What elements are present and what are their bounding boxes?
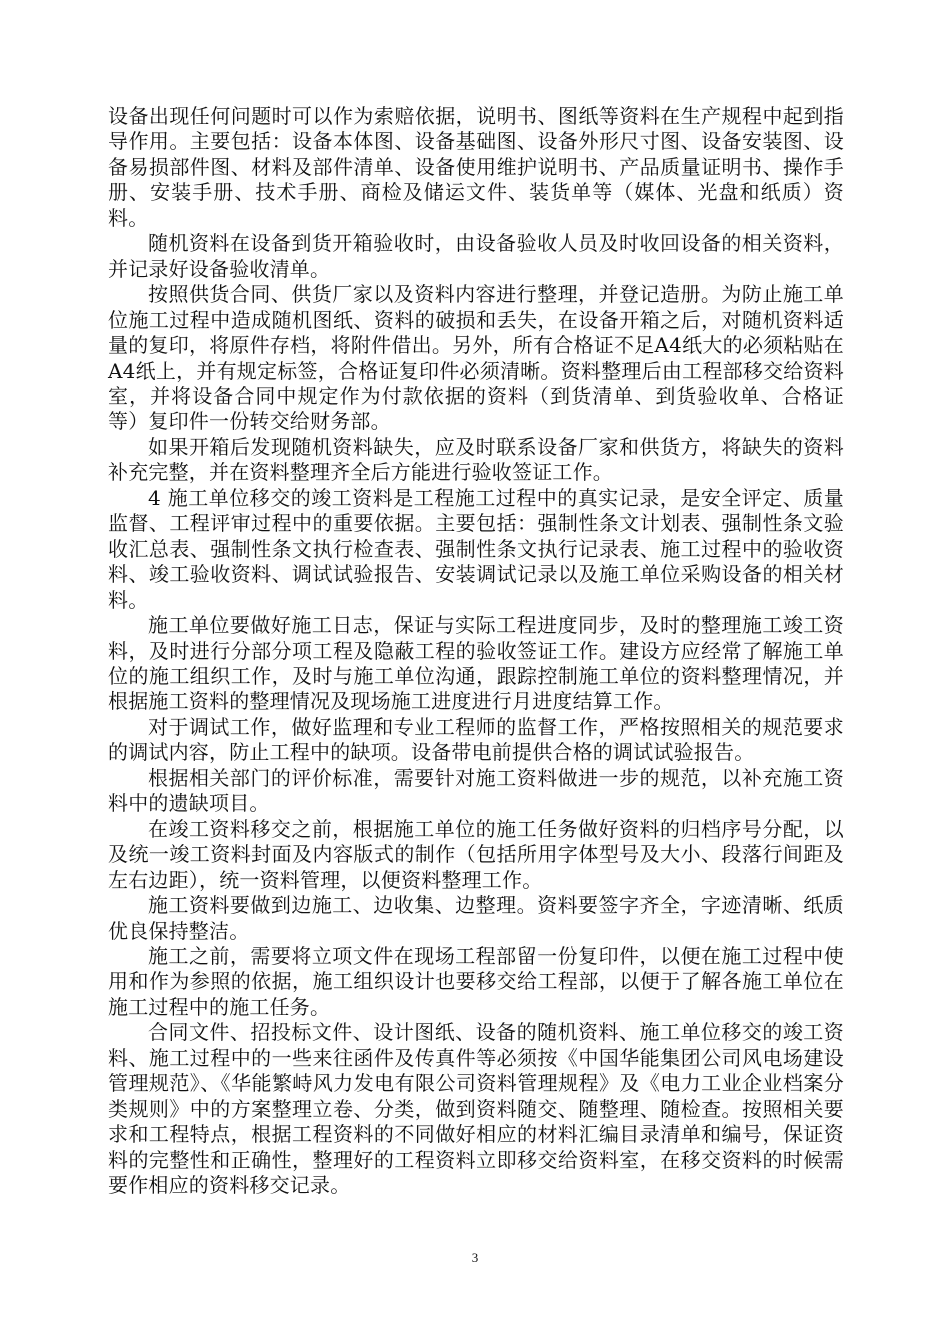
paragraph: 施工之前，需要将立项文件在现场工程部留一份复印件，以便在施工过程中使用和作为参照的依据，施工组织设计也要移交给工程部，以便于了解各施工单位在施工过程中的施工任务。 bbox=[108, 943, 844, 1019]
paragraph-continuation: 设备出现任何问题时可以作为索赔依据，说明书、图纸等资料在生产规程中起到指导作用。主要包括：设备本体图、设备基础图、设备外形尺寸图、设备安装图、设备易损部件图、材料及部件清单、设备使用维护说明书、产品质量证明书、操作手册、安装手册、技术手册、商检及储运文件、装货单等（媒体、光盘和纸质）资料。 bbox=[108, 104, 844, 230]
paragraph: 在竣工资料移交之前，根据施工单位的施工任务做好资料的归档序号分配，以及统一竣工资料封面及内容版式的制作（包括所用字体型号及大小、段落行间距及左右边距），统一资料管理，以便资料整理工作。 bbox=[108, 816, 844, 892]
paragraph: 如果开箱后发现随机资料缺失，应及时联系设备厂家和供货方，将缺失的资料补充完整，并在资料整理齐全后方能进行验收签证工作。 bbox=[108, 434, 844, 485]
paragraph: 对于调试工作，做好监理和专业工程师的监督工作，严格按照相关的规范要求的调试内容，防止工程中的缺项。设备带电前提供合格的调试试验报告。 bbox=[108, 714, 844, 765]
document-body bbox=[108, 104, 844, 1198]
paragraph: 施工单位要做好施工日志，保证与实际工程进度同步，及时的整理施工竣工资料，及时进行分部分项工程及隐蔽工程的验收签证工作。建设方应经常了解施工单位的施工组织工作，及时与施工单位沟通，跟踪控制施工单位的资料整理情况，并根据施工资料的整理情况及现场施工进度进行月进度结算工作。 bbox=[108, 613, 844, 714]
paragraph: 按照供货合同、供货厂家以及资料内容进行整理，并登记造册。为防止施工单位施工过程中造成随机图纸、资料的破损和丢失，在设备开箱之后，对随机资料适量的复印，将原件存档，将附件借出。另外，所有合格证不足A4纸大的必须粘贴在A4纸上，并有规定标签，合格证复印件必须清晰。资料整理后由工程部移交给资料室，并将设备合同中规定作为付款依据的资料（到货清单、到货验收单、合格证等）复印件一份转交给财务部。 bbox=[108, 282, 844, 434]
paragraph: 随机资料在设备到货开箱验收时，由设备验收人员及时收回设备的相关资料，并记录好设备验收清单。 bbox=[108, 231, 844, 281]
paragraph-section-4: 4 施工单位移交的竣工资料是工程施工过程中的真实记录，是安全评定、质量监督、工程评审过程中的重要依据。主要包括：强制性条文计划表、强制性条文验收汇总表、强制性条文执行检查表、强制性条文执行记录表、施工过程中的验收资料、竣工验收资料、调试试验报告、安装调试记录以及施工单位采购设备的相关材料。 bbox=[108, 485, 844, 612]
paragraph: 施工资料要做到边施工、边收集、边整理。资料要签字齐全，字迹清晰、纸质优良保持整洁。 bbox=[108, 893, 844, 943]
paragraph: 合同文件、招投标文件、设计图纸、设备的随机资料、施工单位移交的竣工资料、施工过程中的一些来往函件及传真件等必须按《中国华能集团公司风电场建设管理规范》、《华能繁峙风力发电有限公司资料管理规程》及《电力工业企业档案分类规则》中的方案整理立卷、分类，做到资料随交、随整理、随检查。按照相关要求和工程特点，根据工程资料的不同做好相应的材料汇编目录清单和编号，保证资料的完整性和正确性，整理好的工程资料立即移交给资料室，在移交资料的时候需要作相应的资料移交记录。 bbox=[108, 1020, 844, 1198]
paragraph: 根据相关部门的评价标准，需要针对施工资料做进一步的规范，以补充施工资料中的遗缺项目。 bbox=[108, 765, 844, 816]
page-number: 3 bbox=[471, 1250, 479, 1265]
